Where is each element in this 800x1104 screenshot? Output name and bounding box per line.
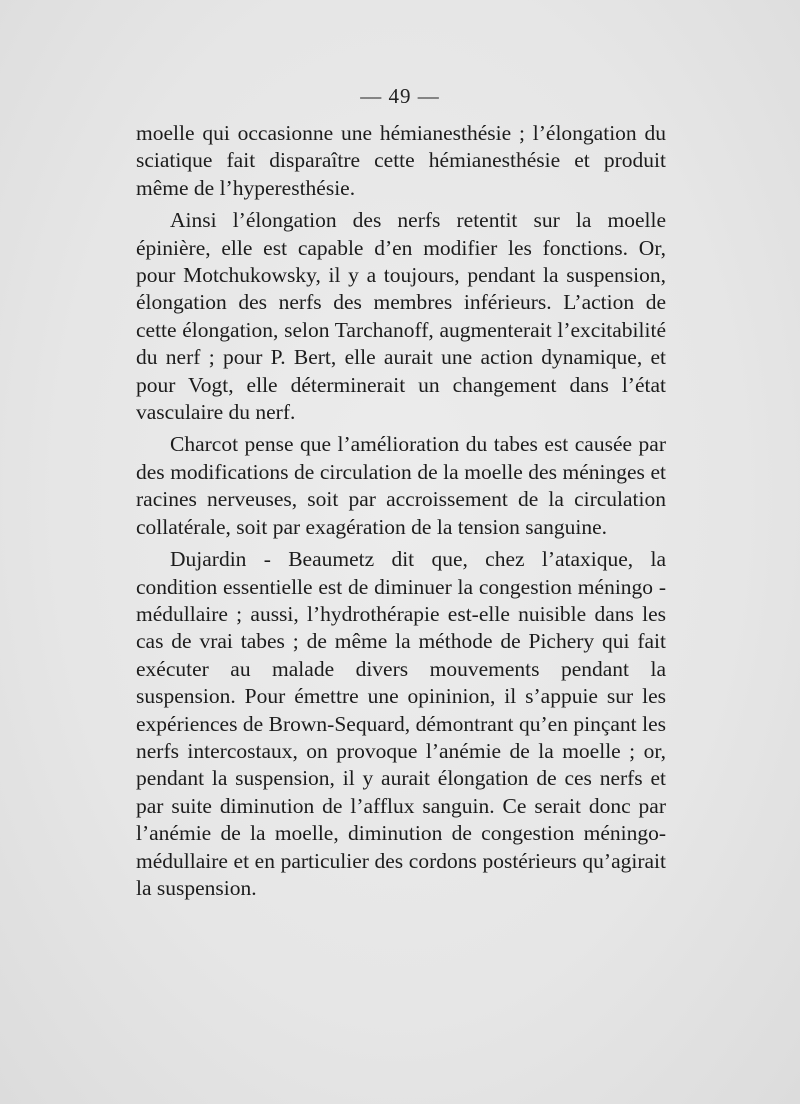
paragraph-1: moelle qui occasionne une hémianesthésie ; l’élongation du sciatique fait disparaître cette hémianesthésie et produit même de l’hyperesthésie. [136, 121, 666, 200]
body-text [136, 120, 666, 907]
paragraph-4: Dujardin - Beaumetz dit que, chez l’ataxique, la condition essentielle est de diminuer la congestion méningo - médullaire ; aussi, l’hydrothérapie est-elle nuisible dans les cas de vrai tabes ; de même la méthode de Pichery qui fait exécuter au malade divers mouvements pendant la suspension. Pour émettre une opininion, il s’appuie sur les expériences de Brown-Sequard, démontrant qu’en pinçant les nerfs intercostaux, on provoque l’anémie de la moelle ; or, pendant la suspension, il y aurait élongation de ces nerfs et par suite diminution de l’afflux sanguin. Ce serait donc par l’anémie de la moelle, diminution de congestion méningo-médullaire et en particulier des cordons postérieurs qu’agirait la suspension. [136, 547, 666, 900]
page-number: — 49 — [360, 84, 440, 108]
paragraph-3: Charcot pense que l’amélioration du tabes est causée par des modifications de circulation de la moelle des méninges et racines nerveuses, soit par accroissement de la circulation collatérale, soit par exagération de la tension sanguine. [136, 432, 666, 539]
paragraph-2: Ainsi l’élongation des nerfs retentit sur la moelle épinière, elle est capable d’en modifier les fonctions. Or, pour Motchukowsky, il y a toujours, pendant la suspension, élongation des nerfs des membres inférieurs. L’action de cette élongation, selon Tarchanoff, augmenterait l’excitabilité du nerf ; pour P. Bert, elle aurait une action dynamique, et pour Vogt, elle déterminerait un changement dans l’état vasculaire du nerf. [136, 208, 666, 425]
